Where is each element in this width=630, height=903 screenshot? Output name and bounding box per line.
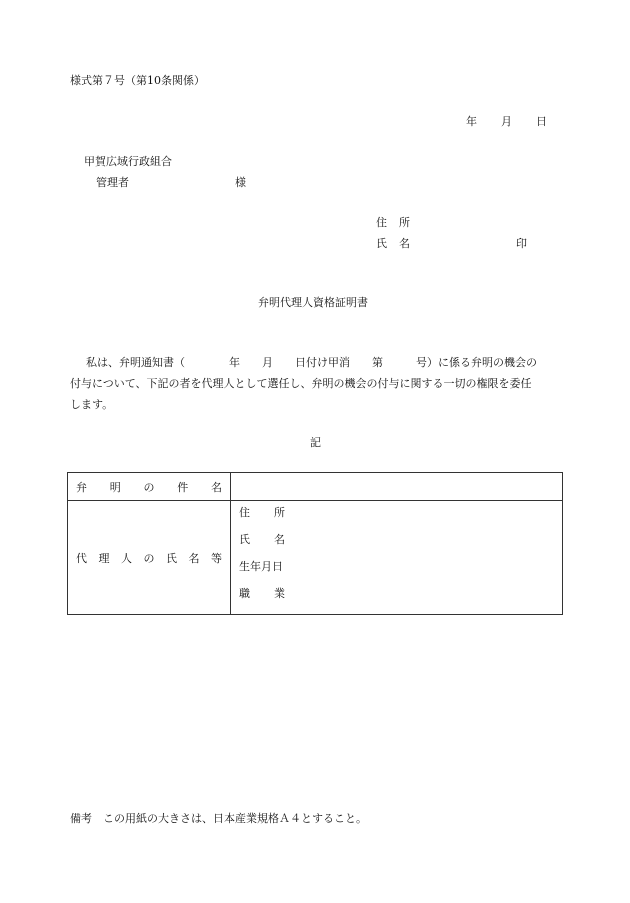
body-line-1: 私は、弁明通知書（ 年 月 日付け甲消 第 号）に係る弁明の機会の: [86, 356, 537, 369]
proxy-info-label: 代 理 人 の 氏 名 等: [68, 501, 231, 615]
table-row: [68, 501, 563, 615]
date-month: 月: [501, 115, 512, 128]
case-name-value: [231, 473, 563, 501]
document-title: 弁明代理人資格証明書: [258, 296, 368, 309]
applicant-address-label: 住 所: [376, 216, 410, 229]
table-row: [68, 473, 563, 501]
date-line: [466, 115, 547, 129]
remark-note: 備考 この用紙の大きさは、日本産業規格Ａ４とすること。: [70, 812, 367, 825]
proxy-info-fields: [231, 501, 563, 615]
proxy-address-label: 住 所: [239, 506, 285, 519]
body-line-2: 付与について、下記の者を代理人として選任し、弁明の機会の付与に関する一切の権限を委任: [70, 377, 532, 390]
proxy-occupation-label: 職 業: [239, 587, 285, 600]
body-line-3: します。: [70, 398, 114, 411]
seal-mark: 印: [516, 237, 527, 250]
recipient-honorific: 様: [235, 176, 246, 189]
date-day: 日: [536, 115, 547, 128]
date-year: 年: [466, 115, 477, 128]
applicant-name-label: 氏 名: [376, 237, 410, 250]
body-text: [70, 352, 562, 415]
proxy-name-label: 氏 名: [239, 533, 285, 546]
form-number: 様式第７号（第10条関係）: [70, 74, 205, 87]
proxy-table: [67, 472, 563, 615]
case-name-label: 弁 明 の 件 名: [68, 473, 231, 501]
recipient-role: 管理者: [96, 176, 129, 189]
recipient-org: 甲賀広域行政組合: [84, 155, 172, 168]
ki-label: 記: [310, 436, 321, 449]
proxy-birthdate-label: 生年月日: [239, 560, 283, 573]
